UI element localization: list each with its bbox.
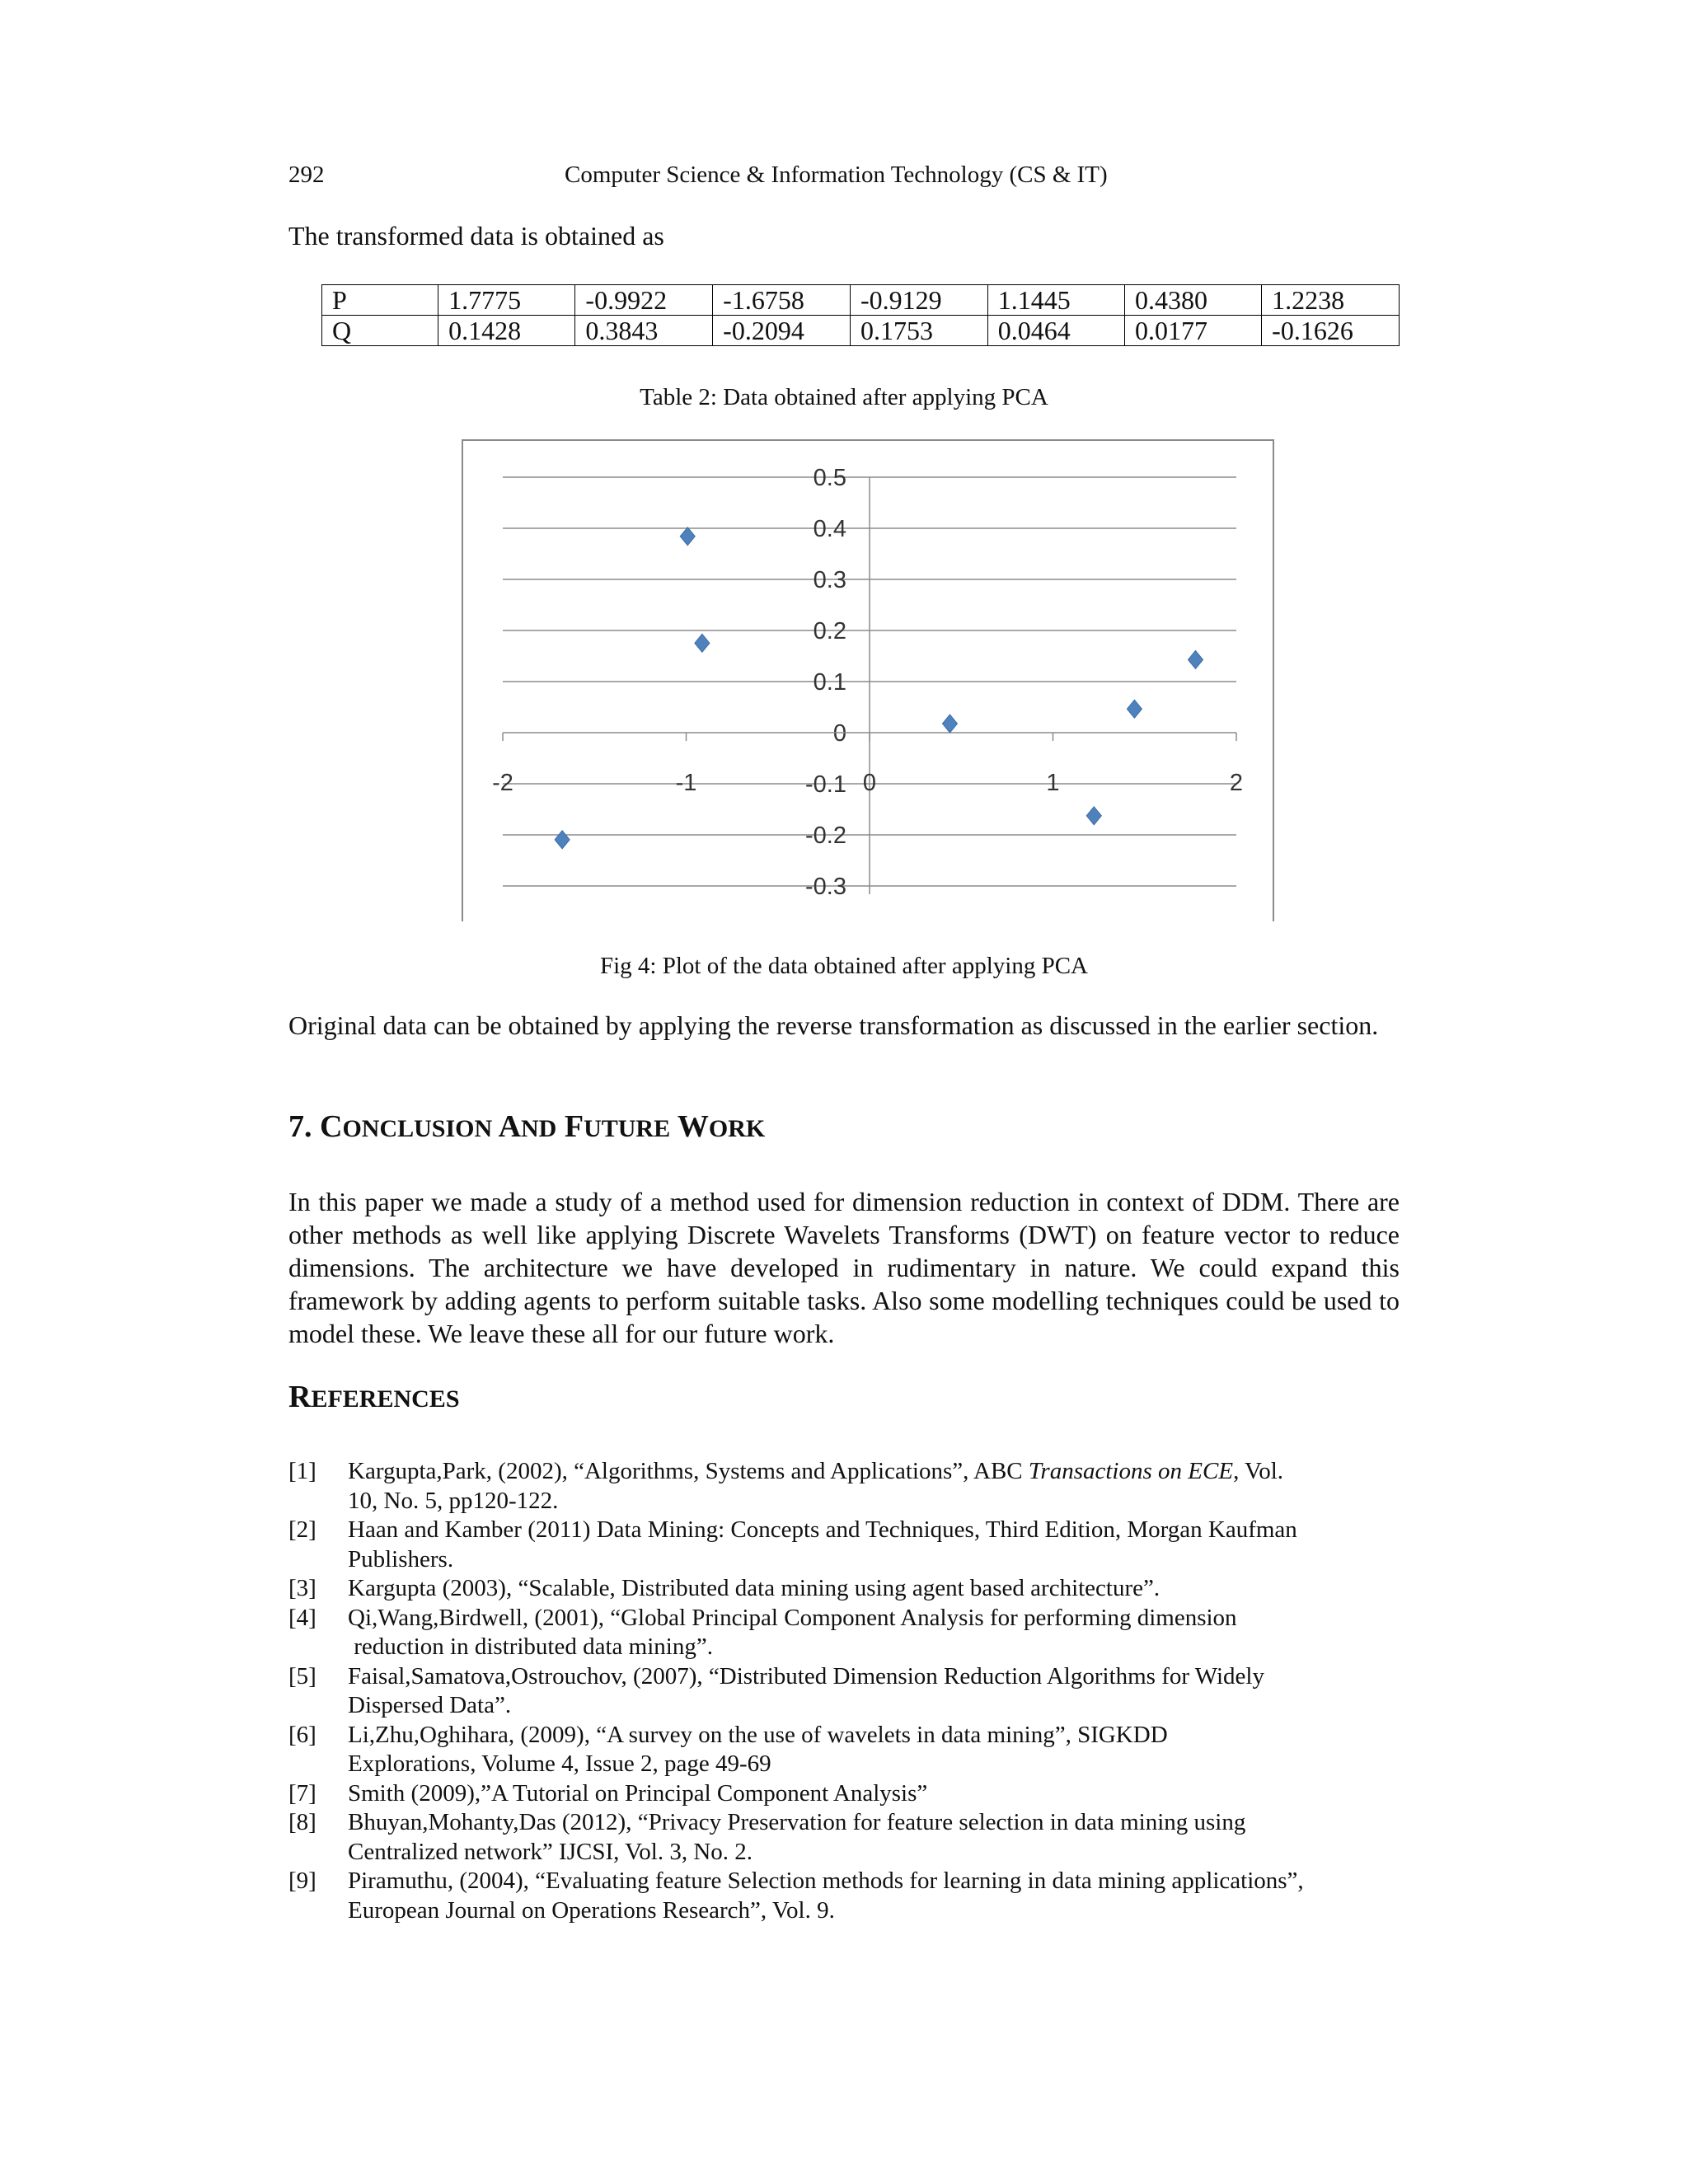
reference-item [288,1662,1409,1721]
intro-text: The transformed data is obtained as [288,221,664,251]
reference-text: Li,Zhu,Oghihara, (2009), “A survey on the use of wavelets in data mining”, SIGKDD [348,1721,1168,1748]
reference-text-continued: Publishers. [348,1545,454,1572]
y-tick-label: -0.2 [805,823,846,849]
pca-scatter-chart [462,439,1274,921]
reference-item [288,1516,1409,1574]
reference-item [288,1867,1409,1925]
reference-number: [8] [288,1809,316,1835]
references-heading: REFERENCES [288,1380,460,1414]
data-point-marker [680,527,695,546]
reference-number: [7] [288,1779,316,1807]
table-cell: -0.2094 [713,316,851,346]
y-tick-label: 0.5 [813,465,846,491]
reference-text-continued: Centralized network” IJCSI, Vol. 3, No. 2. [348,1838,753,1865]
reference-text: Smith (2009),”A Tutorial on Principal Component Analysis” [348,1779,928,1807]
data-point-marker [555,831,570,849]
reference-text-continued: Dispersed Data”. [348,1692,512,1718]
data-point-marker [1188,650,1203,668]
y-tick-label: 0 [832,720,846,747]
table-cell: 0.0177 [1124,316,1261,346]
table-cell: -0.9922 [575,285,713,316]
table-cell: -0.1626 [1262,316,1400,346]
reference-number: [9] [288,1868,316,1894]
reference-text: Bhuyan,Mohanty,Das (2012), “Privacy Preservation for feature selection in data mining using [348,1809,1246,1835]
reference-item [288,1457,1409,1516]
table-cell: 0.1428 [438,316,575,346]
references-list [288,1457,1409,1925]
reference-item [288,1721,1409,1779]
x-tick-label: -2 [492,770,513,796]
conclusion-paragraph: In this paper we made a study of a method used for dimension reduction in context of DDM. There are other methods as well like applying Discrete Wavelets Transforms (DWT) on feature vector to reduce dimensions. The architecture we have developed in rudimentary in nature. We could expand this framework by adding agents to perform suitable tasks. Also some modelling techniques could be used to model these. We leave these all for our future work. [288,1187,1400,1348]
reference-item [288,1604,1409,1662]
reference-number: [4] [288,1604,316,1631]
table-cell: 1.7775 [438,285,575,316]
reference-text: Kargupta,Park, (2002), “Algorithms, Systems and Applications”, ABC Transactions on ECE, Vol. [348,1458,1284,1484]
reference-item [288,1808,1409,1867]
reference-number: [2] [288,1516,316,1543]
x-tick-label: 0 [862,770,877,796]
table-cell: 0.0464 [987,316,1124,346]
y-tick-label: 0.4 [813,516,846,542]
data-point-marker [942,715,957,733]
table-caption: Table 2: Data obtained after applying PCA [640,384,1048,410]
reference-text: Qi,Wang,Birdwell, (2001), “Global Principal Component Analysis for performing dimension [348,1604,1237,1631]
reference-text: Kargupta (2003), “Scalable, Distributed data mining using agent based architecture”. [348,1575,1160,1601]
table-row-label: Q [322,316,438,346]
table-cell: 0.1753 [850,316,987,346]
reference-text: Haan and Kamber (2011) Data Mining: Concepts and Techniques, Third Edition, Morgan Kaufman [348,1516,1297,1543]
pca-data-table [321,284,1400,346]
reverse-transformation-text: Original data can be obtained by applying the reverse transformation as discussed in the earlier section. [288,1010,1379,1040]
x-tick-label: -1 [675,770,697,796]
reference-text-continued: European Journal on Operations Research”, Vol. 9. [348,1896,835,1924]
reference-text: Piramuthu, (2004), “Evaluating feature Selection methods for learning in data mining applications”, [348,1868,1304,1894]
reference-text: Faisal,Samatova,Ostrouchov, (2007), “Distributed Dimension Reduction Algorithms for Widely [348,1662,1264,1690]
page-number: 292 [288,162,325,188]
x-tick-label: 2 [1229,770,1244,796]
section-heading-conclusion: 7. CONCLUSION AND FUTURE WORK [288,1109,766,1144]
y-tick-label: 0.1 [813,669,846,696]
reference-item [288,1779,1409,1809]
table-cell: 1.1445 [987,285,1124,316]
table-cell: 0.4380 [1124,285,1261,316]
reference-number: [5] [288,1662,316,1690]
data-point-marker [1086,807,1101,825]
reference-number: [3] [288,1575,316,1601]
table-cell: 1.2238 [1262,285,1400,316]
y-tick-label: 0.3 [813,567,846,593]
reference-item [288,1574,1409,1604]
y-tick-label: -0.1 [805,771,846,798]
figure-caption: Fig 4: Plot of the data obtained after applying PCA [600,953,1088,979]
table-cell: -1.6758 [713,285,851,316]
x-tick-label: 1 [1046,770,1060,796]
table-cell: 0.3843 [575,316,713,346]
table-row-label: P [322,285,438,316]
journal-title: Computer Science & Information Technology (CS & IT) [565,162,1108,188]
table-cell: -0.9129 [850,285,987,316]
table-row [322,316,1400,346]
data-point-marker [695,634,710,652]
chart-frame [462,440,1273,921]
reference-text-continued: 10, No. 5, pp120-122. [348,1487,559,1514]
reference-text-continued: Explorations, Volume 4, Issue 2, page 49-69 [348,1750,771,1777]
reference-number: [6] [288,1721,316,1748]
y-tick-label: -0.3 [805,874,846,900]
y-tick-label: 0.2 [813,618,846,644]
data-point-marker [1127,700,1142,718]
reference-text-continued: reduction in distributed data mining”. [348,1633,713,1660]
table-row [322,285,1400,316]
reference-number: [1] [288,1458,316,1484]
